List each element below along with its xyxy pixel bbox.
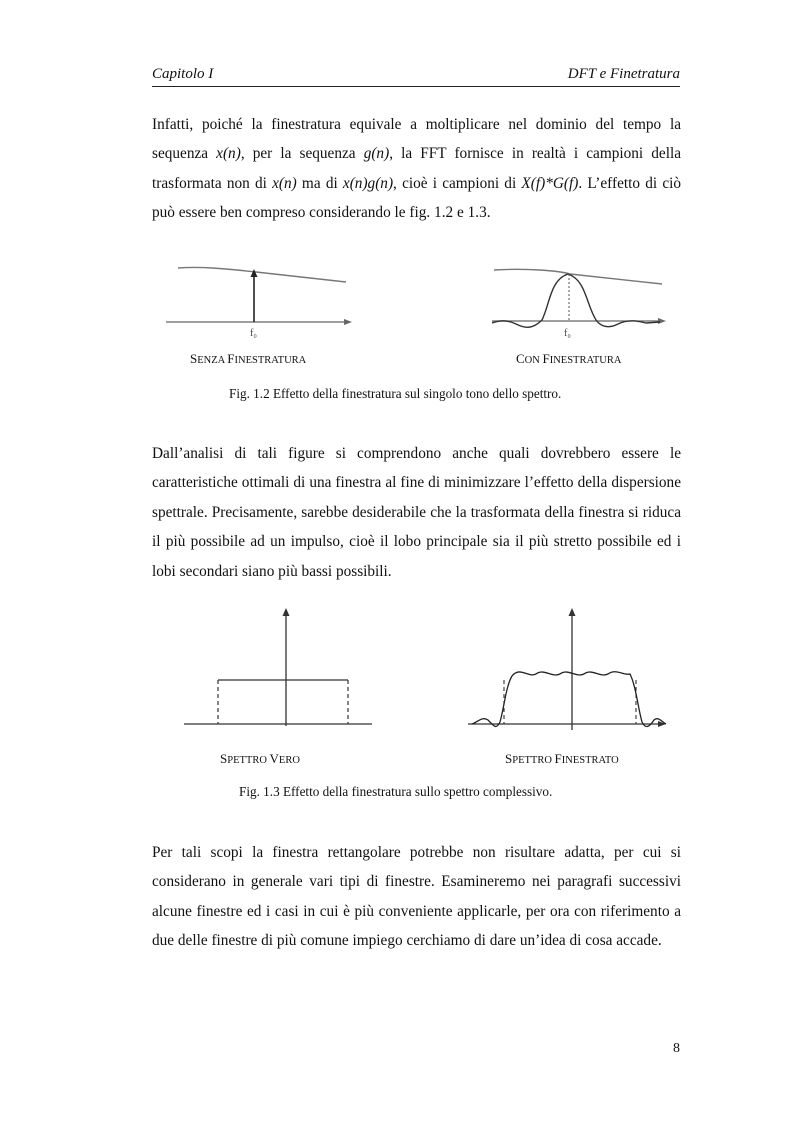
figure-1-3-caption: Fig. 1.3 Effetto della finestratura sullo spettro complessivo. xyxy=(239,784,553,799)
math-symbol: x(n) xyxy=(216,145,241,163)
label-run: INESTRATURA xyxy=(234,355,307,366)
paragraph-2: Dall’analisi di tali figure si comprendono anche quali dovrebbero essere le caratteristiche ottimali di una finestra al fine di minimizzare l’effetto della dispersione spettrale. Precisamente, sarebbe desiderabile che la trasformata della finestra si riduca il più possibile ad un impulso, cioè il lobo principale sia il più stretto possibile ed i lobi secondari siano più bassi possibili. xyxy=(152,445,681,580)
label-run: ERO xyxy=(278,755,300,766)
label-run: S xyxy=(190,351,198,366)
text-run: , per la sequenza xyxy=(240,145,364,163)
figure-1-3-right-label xyxy=(505,751,619,767)
math-symbol: x(n) xyxy=(272,174,297,192)
math-symbol: x(n)g(n) xyxy=(342,174,394,192)
label-run: S xyxy=(220,751,228,766)
label-run: C xyxy=(516,351,525,366)
label-run: F xyxy=(227,351,235,366)
text-run: . L’effetto di ciò può essere ben compreso considerando le fig. 1.2 e 1.3. xyxy=(152,174,682,222)
figure-1-3-left-label xyxy=(220,751,300,767)
figure-1-2-right-axis-label: f₀ xyxy=(564,328,571,339)
label-run: ENZA xyxy=(197,355,228,366)
figure-1-2-left-axis-label: f₀ xyxy=(250,328,257,339)
text-run: Infatti, poiché la finestratura equivale a moltiplicare nel dominio del tempo la sequenza xyxy=(152,116,681,163)
text-run: ma di xyxy=(296,174,343,192)
paragraph-1 xyxy=(152,110,681,228)
text-run: , cioè i campioni di xyxy=(393,174,522,192)
figure-1-2-left-label xyxy=(190,351,306,367)
section-title: DFT e Finetratura xyxy=(567,66,680,82)
text-run: , la FFT fornisce in realtà i campioni della trasformata non di xyxy=(152,145,681,192)
label-run: INESTRATO xyxy=(561,755,619,766)
math-symbol: g(n) xyxy=(363,145,390,163)
label-run: PETTRO xyxy=(512,755,555,766)
figure-1-2-right-label xyxy=(516,351,621,367)
label-run: S xyxy=(505,751,513,766)
label-run: PETTRO xyxy=(227,755,270,766)
label-run: ON xyxy=(524,355,543,366)
paragraph-3: Per tali scopi la finestra rettangolare potrebbe non risultare adatta, per cui si considerano in generale vari tipi di finestre. Esamineremo nei paragrafi successivi alcune finestre ed i casi in cui è più conveniente applicarle, per ora con riferimento a due delle finestre di più comune impiego cerchiamo di dare un’idea di cosa accade. xyxy=(152,844,681,950)
label-run: F xyxy=(542,351,550,366)
figure-1-3-right-diagram xyxy=(468,604,668,734)
math-symbol: X(f)*G(f) xyxy=(521,174,579,192)
figure-1-2-right-diagram xyxy=(490,262,670,342)
page-header xyxy=(152,66,680,87)
figure-1-2-caption: Fig. 1.2 Effetto della finestratura sul singolo tono dello spettro. xyxy=(229,386,562,401)
label-run: INESTRATURA xyxy=(549,355,622,366)
label-run: V xyxy=(269,751,279,766)
figure-1-2-left-diagram xyxy=(166,258,356,338)
figure-1-3-left-diagram xyxy=(184,604,374,734)
page-number: 8 xyxy=(673,1041,680,1056)
chapter-title: Capitolo I xyxy=(152,66,214,82)
label-run: F xyxy=(554,751,562,766)
